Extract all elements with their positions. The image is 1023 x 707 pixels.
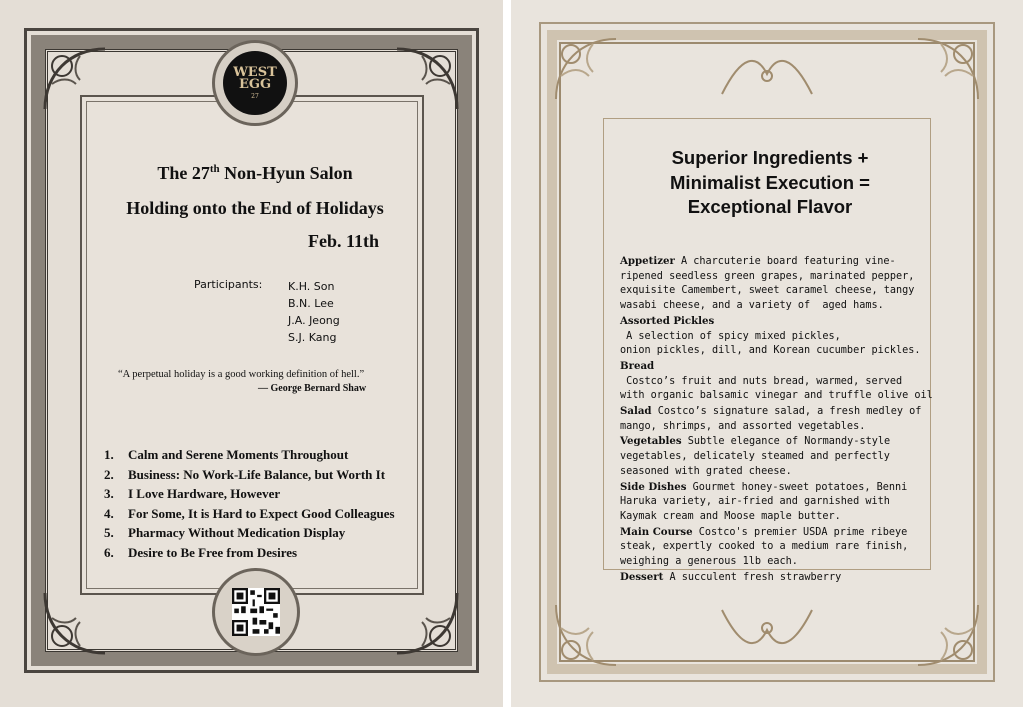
- ornament-corner-icon: [551, 34, 621, 104]
- menu-item-line: [620, 465, 925, 480]
- menu-course-description: wasabi cheese, and a variety of aged hams.: [620, 300, 884, 312]
- menu-item-line: [620, 525, 925, 541]
- topic-item: 6. Desire to Be Free from Desires: [104, 544, 298, 560]
- menu-item-line: [620, 480, 925, 496]
- participant-item: K.H. Son: [288, 280, 335, 293]
- qr-medallion: [212, 568, 300, 656]
- menu-item-line: [620, 450, 925, 465]
- event-title: The 27th Non-Hyun Salon: [157, 163, 353, 183]
- menu-item-line: [620, 270, 925, 285]
- menu-item: [620, 434, 925, 479]
- left-card: [0, 0, 503, 707]
- menu-course-description: onion pickles, dill, and Korean cucumber pickles.: [620, 345, 921, 357]
- menu-course-name: Side Dishes: [620, 480, 687, 493]
- topic-item: 3. I Love Hardware, However: [104, 486, 281, 501]
- quote-author: — George Bernard Shaw: [258, 383, 367, 394]
- menu-course-description: Costco's premier USDA prime ribeye: [692, 526, 908, 538]
- menu-item-line: [620, 510, 925, 525]
- menu-course-name: Assorted Pickles: [620, 314, 715, 327]
- logo-line-2: EGG: [238, 77, 272, 93]
- menu-item: [620, 570, 925, 586]
- menu-item-line: [620, 299, 925, 314]
- quote-text: “A perpetual holiday is a good working definition of hell.”: [118, 369, 365, 380]
- menu-course-description: Costco’s signature salad, a fresh medley of: [651, 406, 922, 418]
- topic-item: 5. Pharmacy Without Medication Display: [104, 525, 346, 540]
- menu-item: [620, 254, 925, 314]
- menu-course-description: with organic balsamic vinegar and truffle olive oil: [620, 390, 933, 402]
- menu-course-name: Main Course: [620, 525, 693, 538]
- topic-item: 2. Business: No Work-Life Balance, but Worth It: [104, 466, 386, 482]
- menu-course-name: Dessert: [620, 570, 664, 583]
- ornament-corner-icon: [913, 34, 983, 104]
- menu-course-description: Subtle elegance of Normandy-style: [681, 436, 891, 448]
- topics-list: [104, 445, 395, 562]
- menu-item-line: [620, 359, 925, 389]
- topic-item: 4. For Some, It is Hard to Expect Good Colleagues: [104, 505, 395, 521]
- menu-course-description: Gourmet honey-sweet potatoes, Benni: [686, 481, 908, 493]
- logo-line-3: 27: [251, 92, 259, 100]
- menu-course-description: steak, expertly cooked to a medium rare finish,: [620, 541, 909, 553]
- menu-course-name: Salad: [620, 405, 652, 418]
- menu-item-line: [620, 555, 925, 570]
- participants-list: [288, 278, 340, 346]
- menu-title: [620, 146, 920, 220]
- menu-course-description: Haruka variety, air-fried and garnished with: [620, 496, 890, 508]
- menu-item: [620, 359, 933, 404]
- menu-course-description: Kaymak cream and Moose maple butter.: [620, 510, 841, 522]
- menu-course-description: vegetables, delicately steamed and perfectly: [620, 451, 890, 463]
- menu-item-line: [620, 284, 925, 299]
- ornament-corner-icon: [392, 44, 462, 114]
- menu-item-line: [620, 434, 925, 450]
- menu-item: [620, 525, 925, 570]
- menu-item: [620, 480, 925, 525]
- topic-item: 1. Calm and Serene Moments Throughout: [104, 447, 349, 462]
- menu-course-description: Costco’s fruit and nuts bread, warmed, served: [620, 375, 903, 387]
- menu-item-line: [620, 495, 925, 510]
- logo-line-1: WEST: [233, 64, 277, 80]
- menu-course-description: mango, shrimps, and assorted vegetables.: [620, 420, 866, 432]
- participants-label: Participants:: [194, 278, 263, 291]
- menu-item-line: [620, 344, 925, 359]
- menu-title-line: Superior Ingredients +: [671, 147, 869, 168]
- menu-list: [620, 254, 933, 585]
- participant-item: B.N. Lee: [288, 297, 334, 310]
- menu-title-line: Minimalist Execution =: [670, 171, 870, 193]
- menu-course-description: weighing a generous 1lb each.: [620, 556, 798, 568]
- menu-course-name: Appetizer: [620, 255, 675, 267]
- menu-course-description: seasoned with grated cheese.: [620, 465, 792, 477]
- menu-item-line: [620, 420, 925, 435]
- participant-item: J.A. Jeong: [288, 314, 340, 327]
- ornament-corner-icon: [40, 44, 110, 114]
- ornament-corner-icon: [392, 588, 462, 658]
- menu-title-line: Exceptional Flavor: [687, 196, 853, 217]
- menu-item-line: [620, 314, 925, 344]
- menu-item-line: [620, 570, 925, 586]
- menu-item: [620, 314, 925, 359]
- event-subtitle: Holding onto the End of Holidays: [126, 198, 384, 218]
- qr-code-icon[interactable]: [232, 588, 280, 636]
- menu-course-name: Bread: [620, 359, 655, 372]
- menu-course-name: Vegetables: [620, 435, 682, 448]
- ornament-top-icon: [717, 44, 817, 104]
- menu-course-description: A charcuterie board featuring vine-: [674, 256, 896, 267]
- menu-item: [620, 404, 925, 434]
- menu-item-line: [620, 404, 925, 420]
- menu-course-description: exquisite Camembert, sweet caramel cheese, tangy: [620, 285, 915, 297]
- menu-item-line: [620, 254, 925, 270]
- participant-item: S.J. Kang: [288, 331, 337, 344]
- menu-item-line: [620, 389, 933, 404]
- ornament-corner-icon: [551, 600, 621, 670]
- event-date: Feb. 11th: [308, 231, 380, 251]
- menu-item-line: [620, 540, 925, 555]
- ornament-bottom-icon: [717, 600, 817, 660]
- menu-course-description: A selection of spicy mixed pickles,: [620, 330, 841, 342]
- ornament-corner-icon: [913, 600, 983, 670]
- west-egg-logo: [212, 40, 298, 126]
- ornament-corner-icon: [40, 588, 110, 658]
- menu-course-description: ripened seedless green grapes, marinated pepper,: [620, 270, 915, 282]
- menu-course-description: A succulent fresh strawberry: [663, 571, 842, 583]
